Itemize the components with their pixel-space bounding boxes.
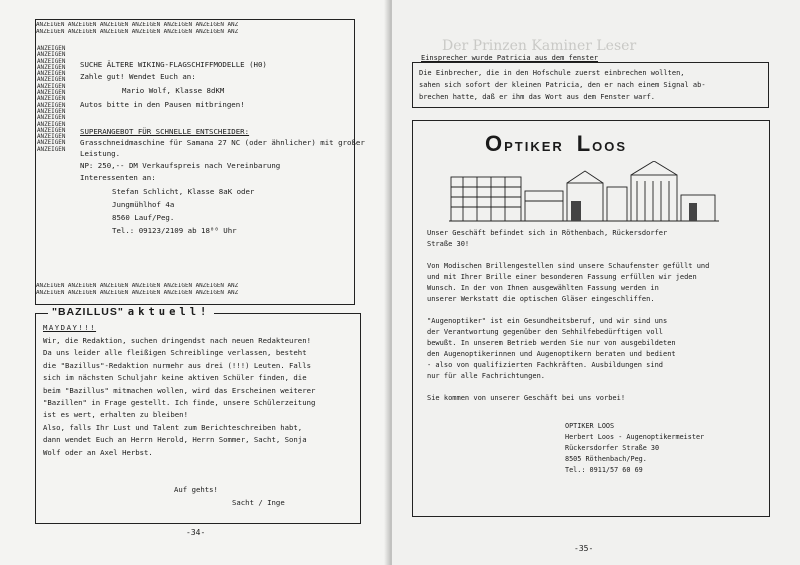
news-heading: Einsprecher wurde Patricia aus dem fenster	[421, 54, 599, 62]
bazillus-mayday: MAYDAY!!!	[43, 323, 97, 332]
building-illustration	[449, 161, 719, 223]
logo-letter-l: L	[576, 131, 593, 156]
news-box	[412, 54, 769, 108]
optiker-line: unserer Werkstatt die optischen Gläser eingeschliffen.	[427, 295, 655, 303]
bazillus-line: Wolf oder an Axel Herbst.	[43, 447, 153, 457]
optiker-line: den Augenoptikerinnen und Augenoptikern beraten und bedient	[427, 350, 676, 358]
sig-street: Rückersdorfer Straße 30	[565, 444, 660, 452]
logo-text-oos: OOS	[592, 139, 628, 154]
news-line-1: Die Einbrecher, die in den Hofschule zuerst einbrechen wollten,	[419, 69, 685, 77]
bazillus-line: "Bazillen" in Frage gestellt. Ich finde, unsere Schülerzeitung	[43, 398, 316, 407]
right-page	[392, 0, 800, 565]
logo-letter-o: O	[485, 131, 505, 156]
optiker-line: Straße 30!	[427, 240, 470, 248]
bazillus-line: die "Bazillus"-Redaktion nurmehr aus drei (!!!) Leuten. Falls	[43, 360, 311, 370]
optiker-line: - also von qualifizierten Fachkräften. Ausbildungen sind	[427, 361, 664, 369]
ad2-addr-1: Stefan Schlicht, Klasse 8aK oder	[112, 187, 255, 196]
ad2-text-2: Leistung.	[80, 149, 121, 158]
optiker-line: Von Modischen Brillengestellen sind unsere Schaufenster gefüllt und	[427, 262, 710, 270]
bazillus-sign-2: Sacht / Inge	[232, 498, 285, 507]
ad2-heading: SUPERANGEBOT FÜR SCHNELLE ENTSCHEIDER:	[80, 127, 250, 136]
bazillus-title-aktuell: aktuell!	[127, 306, 211, 318]
optiker-line: "Augenoptiker" ist ein Gesundheitsberuf, und wir sind uns	[427, 317, 668, 325]
news-line-3: brechen hatte, daß er ihm das Wort aus dem Fenster warf.	[419, 93, 656, 101]
ad-border-top-2: ANZEIGEN ANZEIGEN ANZEIGEN ANZEIGEN ANZEIGEN ANZEIGEN ANZ	[36, 29, 239, 35]
ad1-text: Zahle gut! Wendet Euch an:	[80, 72, 196, 81]
ad1-note: Autos bitte in den Pausen mitbringen!	[80, 100, 245, 109]
ad-border-bottom-1: ANZEIGEN ANZEIGEN ANZEIGEN ANZEIGEN ANZEIGEN ANZEIGEN ANZ	[36, 283, 239, 289]
page-number-left: -34-	[186, 528, 206, 537]
sig-city: 8505 Röthenbach/Peg.	[565, 455, 647, 463]
news-line-2: sahen sich sofort der kleinen Patricia, den er nach einem Signal ab-	[419, 81, 706, 89]
sig-owner: Herbert Loos - Augenoptikermeister	[565, 433, 705, 441]
ad2-phone: Tel.: 09123/2109 ab 18⁰⁰ Uhr	[112, 226, 237, 235]
bazillus-line: Wir, die Redaktion, suchen dringendst nach neuen Redakteuren!	[43, 336, 311, 345]
optiker-loos-logo	[485, 131, 627, 157]
ad1-heading: SUCHE ÄLTERE WIKING-FLAGSCHIFFMODELLE (H0)	[80, 60, 267, 69]
bazillus-line: dann wendet Euch an Herrn Herold, Herrn Sommer, Sacht, Sonja	[43, 435, 307, 445]
ad2-addr-3: 8560 Lauf/Peg.	[112, 213, 175, 222]
ads-box	[35, 19, 365, 305]
bazillus-box	[35, 306, 361, 524]
sig-company: OPTIKER LOOS	[565, 422, 615, 430]
bazillus-title	[48, 306, 214, 318]
bazillus-line: beim "Bazillus" mitmachen wollen, wird das Erscheinen weiterer	[43, 385, 316, 395]
optiker-line: Wunsch. In der von Ihnen ausgewählten Fassung werden in	[427, 284, 659, 292]
optiker-line: Unser Geschäft befindet sich in Röthenbach, Rückersdorfer	[427, 229, 668, 237]
page-number-right: -35-	[574, 544, 594, 553]
bazillus-line: ist es wert, erhalten zu bleiben!	[43, 410, 188, 420]
bazillus-title-name: "BAZILLUS"	[52, 306, 124, 318]
ad-border-side: ANZEIGEN ANZEIGEN ANZEIGEN ANZEIGEN ANZEIGEN ANZEIGEN ANZEIGEN ANZEIGEN ANZEIGEN ANZEIGEN ANZEIGEN ANZEIGEN ANZEIGEN ANZEIGEN ANZEIGEN ANZEIGEN ANZEIGEN	[37, 46, 66, 153]
optiker-loos-ad	[412, 120, 770, 517]
optiker-line: der Verantwortung gegenüber den Sehhilfebedürftigen voll	[427, 328, 664, 336]
left-page	[0, 0, 392, 565]
optiker-line: nur für alle Fachrichtungen.	[427, 372, 546, 380]
optiker-line: Sie kommen von unserer Geschäft bei uns vorbei!	[427, 394, 626, 402]
ad-border-bottom-2: ANZEIGEN ANZEIGEN ANZEIGEN ANZEIGEN ANZEIGEN ANZEIGEN ANZ	[36, 290, 239, 296]
optiker-line: bewußt. In unserem Betrieb werden Sie nur von ausgebildeten	[427, 339, 676, 347]
ad2-interested: Interessenten an:	[80, 173, 156, 182]
ad1-contact: Mario Wolf, Klasse 8dKM	[122, 86, 225, 95]
ad-border-top-1: ANZEIGEN ANZEIGEN ANZEIGEN ANZEIGEN ANZEIGEN ANZEIGEN ANZ	[36, 22, 239, 28]
bazillus-sign-1: Auf gehts!	[174, 485, 218, 494]
bazillus-line: Also, falls Ihr Lust und Talent zum Berichteschreiben habt,	[43, 422, 303, 432]
ad2-text-1: Grasschneidmaschine für Samana 27 NC (oder ähnlicher) mit großer	[80, 138, 365, 147]
faint-show-through-header: Der Prinzen Kaminer Leser	[442, 38, 637, 54]
ad2-addr-2: Jungmühlhof 4a	[112, 200, 175, 209]
logo-text-ptiker: PTIKER	[504, 139, 564, 154]
bazillus-line: sich im nächsten Schuljahr keine aktiven Schüler finden, die	[43, 373, 307, 383]
optiker-line: und mit Ihrer Brille einer besonderen Fassung erfüllen wir jeden	[427, 273, 697, 281]
ad2-price: NP: 250,-- DM Verkaufspreis nach Vereinbarung	[80, 161, 281, 170]
bazillus-line: Da uns leider alle fleißigen Schreiblinge verlassen, besteht	[43, 348, 307, 358]
sig-phone: Tel.: 0911/57 60 69	[565, 466, 643, 474]
